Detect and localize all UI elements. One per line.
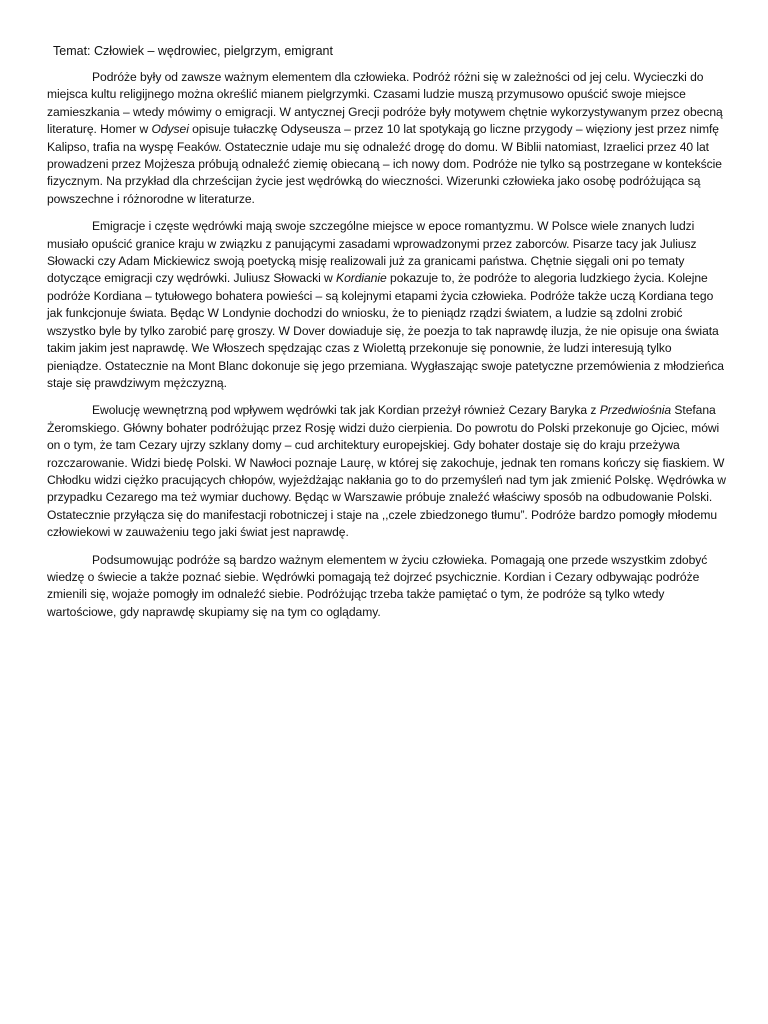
paragraph-intro — [47, 69, 729, 208]
italic-work-title: Przedwiośnia — [599, 403, 672, 418]
paragraph-romanticism — [47, 218, 729, 392]
paragraph-text: Podsumowując podróże są bardzo ważnym elementem w życiu człowieka. Pomagają one przede wszystkim zdobyć wiedzę o świecie a także poznać siebie. Wędrówki pomagają też dojrzeć psychicznie. Kordian i Cezary odbywając podróże zmienili się, wojaże pomogły im odnaleźć siebie. Podróżując trzeba także pamiętać o tym, że podróże są tylko wtedy wartościowe, gdy naprawdę skupiamy się na tym co oglądamy. — [47, 552, 708, 619]
paragraph-text: Stefana Żeromskiego. Główny bohater podróżując przez Rosję widzi dużo cierpienia. Do powrotu do Polski przekonuje go Ojciec, mówi on o tym, że tam Cezary ujrzy szklany domy – cud architektury europejskiej. Gdy bohater dostaje się do kraju przeżywa rozczarowanie. Widzi biedę Polski. W Nawłoci poznaje Laurę, w której się zakochuje, jednak ten romans kończy się fiaskiem. W Chłodku widzi ciężko pracujących chłopów, wyjeżdżając nakłania go to do przemyśleń nad tym jak zmienić Polskę. Wędrówka w przypadku Cezarego ma też wymiar duchowy. Będąc w Warszawie próbuje znaleźć właściwy sposób na odbudowanie Polski. Ostatecznie przyłącza się do manifestacji robotniczej i staje na ,,czele zbiedzonego tłumu”. Podróże bardzo pomogły młodemu człowiekowi w zauważeniu tego jaki świat jest naprawdę. — [47, 403, 726, 540]
paragraph-text: opisuje tułaczkę Odyseusza – przez 10 lat spotykają go liczne przygody – więziony jest przez nimfę Kalipso, trafia na wyspę Feaków. Ostatecznie udaje mu się odnaleźć drogę do domu. W Biblii natomiast, Izraelici przez 40 lat prowadzeni przez Mojżesza próbują odnaleźć ziemię obiecaną – ich nowy dom. Podróże nie tylko są postrzegane w kontekście fizycznym. Na przykład dla chrześcijan życie jest wędrówką do wieczności. Wizerunki człowieka jako osobę podróżująca są powszechne i różnorodne w literaturze. — [47, 122, 722, 206]
paragraph-text: Ewolucję wewnętrzną pod wpływem wędrówki tak jak Kordian przeżył również Cezary Baryka z — [92, 403, 600, 418]
paragraph-text: Emigracje i częste wędrówki mają swoje szczególne miejsce w epoce romantyzmu. W Polsce wiele znanych ludzi musiało opuścić granice kraju w związku z panującymi zasadami wprowadzonymi przez zaborców. Pisarze tacy jak Juliusz Słowacki czy Adam Mickiewicz swoją poetycką misję realizowali już za granicami państwa. Chętnie sięgali oni po tematy dotyczące emigracji czy wędrówki. Juliusz Słowacki w — [47, 219, 697, 286]
paragraph-text: pokazuje to, że podróże to alegoria ludzkiego życia. Kolejne podróże Kordiana – tytułowego bohatera powieści – są kolejnymi etapami życia człowieka. Podróże także uczą Kordiana tego jak funkcjonuje świata. Będąc W Londynie dochodzi do wniosku, że to pieniądz rządzi światem, a ludzie są zdolni zrobić wszystko byle by tylko zarobić parę groszy. W Dover dowiaduje się, że poezja to tak naprawdę iluzja, że nie opisuje ona świata takim jakim jest naprawdę. We Włoszech spędzając czas z Wiolettą przekonuje się ponownie, że ludzi interesują tylko pieniądze. Ostatecznie na Mont Blanc dokonuje się jego przemiana. Wygłaszając swoje patetyczne przemówienia z młodzieńca staje się prawdziwym mężczyzną. — [47, 271, 724, 390]
paragraph-przedwiosnie — [47, 402, 729, 541]
paragraph-summary — [47, 552, 729, 622]
italic-work-title: Kordianie — [336, 271, 387, 286]
document-title: Temat: Człowiek – wędrowiec, pielgrzym, emigrant — [53, 44, 333, 58]
italic-work-title: Odysei — [151, 122, 189, 137]
paragraph-text: Podróże były od zawsze ważnym elementem dla człowieka. Podróż różni się w zależności od jej celu. Wycieczki do miejsca kultu religijnego można określić mianem pielgrzymki. Czasami ludzie muszą przymusowo opuścić swoje miejsce zamieszkania – wtedy mówimy o emigracji. W antycznej Grecji podróże były motywem chętnie wykorzystywanym przez obecną literaturę. Homer w — [47, 70, 723, 137]
document-body — [47, 69, 729, 631]
